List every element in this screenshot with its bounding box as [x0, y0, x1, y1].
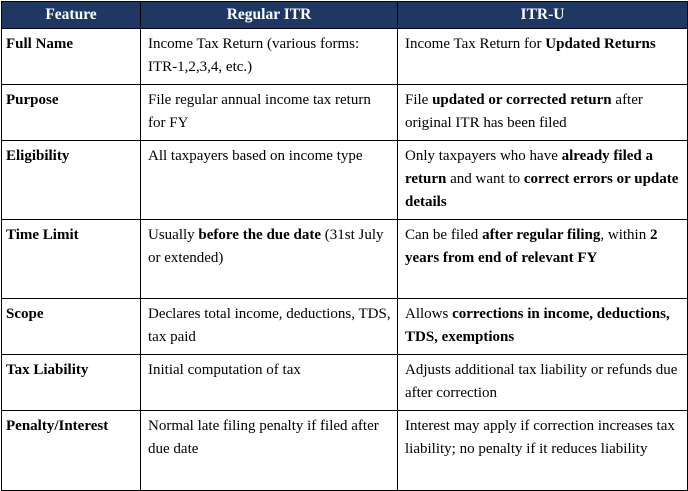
regular-itr-cell [141, 299, 398, 355]
itr-u-cell [398, 355, 688, 411]
cell-text-segment: Normal late filing penalty if filed after due date [148, 418, 379, 457]
itr-u-cell [398, 299, 688, 355]
feature-cell-penalty-interest: Penalty/Interest [2, 411, 141, 491]
header-row [2, 2, 688, 29]
regular-itr-cell [141, 85, 398, 141]
cell-text-segment: File [405, 92, 433, 108]
itr-u-cell [398, 141, 688, 220]
header-regular-itr: Regular ITR [141, 2, 398, 29]
cell-text-segment: Only taxpayers who have [405, 148, 562, 164]
cell-text-segment: updated or corrected return [432, 92, 612, 108]
itr-u-cell [398, 411, 688, 491]
table-row [2, 411, 688, 491]
header-itr-u: ITR-U [398, 2, 688, 29]
cell-text-segment: Income Tax Return for [405, 36, 546, 52]
cell-text-segment: Updated Returns [545, 36, 656, 52]
cell-text-segment: All taxpayers based on income type [148, 148, 363, 164]
feature-cell-scope: Scope [2, 299, 141, 355]
table-row [2, 299, 688, 355]
feature-cell-time-limit: Time Limit [2, 220, 141, 299]
cell-text-segment: , within [600, 227, 650, 243]
cell-text-segment: and want to [446, 171, 524, 187]
regular-itr-cell [141, 141, 398, 220]
cell-text-segment: after regular filing [482, 227, 601, 243]
cell-text-segment: Adjusts additional tax liability or refunds due after correction [405, 362, 678, 401]
itr-comparison-table [1, 1, 688, 491]
regular-itr-cell [141, 355, 398, 411]
regular-itr-cell [141, 29, 398, 85]
cell-text-segment: 2 years from end of relevant FY [405, 227, 658, 266]
feature-cell-purpose: Purpose [2, 85, 141, 141]
cell-text-segment: Allows [405, 306, 453, 322]
cell-text-segment: corrections in income, deductions, TDS, exemptions [405, 306, 670, 345]
cell-text-segment: Interest may apply if correction increases tax liability; no penalty if it reduces liability [405, 418, 675, 457]
table-row [2, 85, 688, 141]
cell-text-segment: before the due date [198, 227, 322, 243]
itr-u-cell [398, 220, 688, 299]
comparison-table-container [1, 1, 687, 491]
cell-text-segment: after original ITR has been filed [405, 92, 643, 131]
itr-u-cell [398, 29, 688, 85]
table-row [2, 29, 688, 85]
table-row [2, 220, 688, 299]
cell-text-segment: correct errors or update details [405, 171, 679, 210]
cell-text-segment: Usually [148, 227, 199, 243]
itr-u-cell [398, 85, 688, 141]
table-row [2, 141, 688, 220]
table-row [2, 355, 688, 411]
cell-text-segment: Income Tax Return (various forms: ITR-1,2,3,4, etc.) [148, 36, 360, 75]
feature-cell-full-name: Full Name [2, 29, 141, 85]
feature-cell-eligibility: Eligibility [2, 141, 141, 220]
cell-text-segment: (31st July or extended) [148, 227, 384, 266]
cell-text-segment: already filed a return [405, 148, 654, 187]
cell-text-segment: File regular annual income tax return for FY [148, 92, 371, 131]
regular-itr-cell [141, 411, 398, 491]
regular-itr-cell [141, 220, 398, 299]
feature-cell-tax-liability: Tax Liability [2, 355, 141, 411]
cell-text-segment: Declares total income, deductions, TDS, tax paid [148, 306, 391, 345]
header-feature: Feature [2, 2, 141, 29]
cell-text-segment: Initial computation of tax [148, 362, 301, 378]
cell-text-segment: Can be filed [405, 227, 483, 243]
